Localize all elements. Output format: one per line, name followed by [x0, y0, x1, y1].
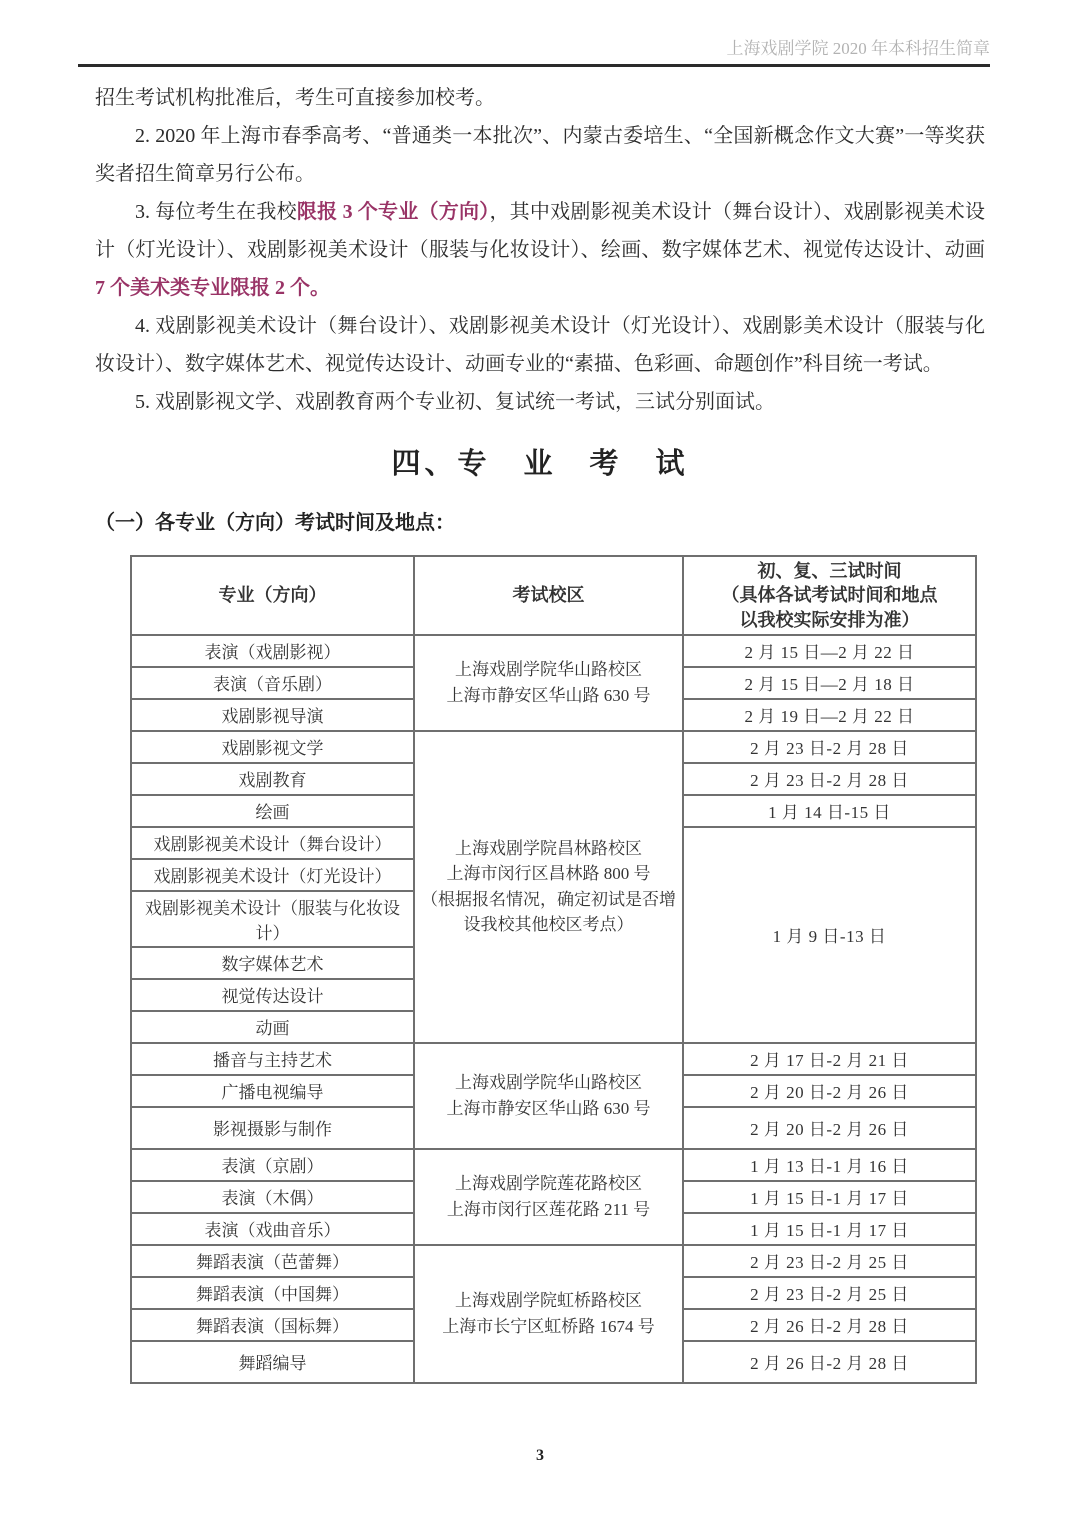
- campus-name: 上海戏剧学院莲花路校区: [455, 1174, 642, 1194]
- table-header-row: [131, 556, 976, 635]
- major-cell: 戏剧影视美术设计（灯光设计）: [131, 859, 414, 891]
- paragraph-1: 招生考试机构批准后，考生可直接参加校考。: [95, 87, 495, 109]
- table-row: [131, 1043, 976, 1075]
- major-cell: 舞蹈编导: [131, 1341, 414, 1383]
- col-header-major: 专业（方向）: [131, 556, 414, 635]
- campus-cell-hongqiao: [414, 1245, 683, 1383]
- campus-cell-huashan-2: [414, 1043, 683, 1149]
- major-cell: 戏剧影视美术设计（舞台设计）: [131, 827, 414, 859]
- major-cell: 舞蹈表演（国标舞）: [131, 1309, 414, 1341]
- col-header-time-line3: 以我校实际安排为准）: [739, 609, 920, 630]
- paragraph-3-highlight-limit3: 限报 3 个专业（方向）: [296, 201, 490, 223]
- time-cell: 2 月 23 日-2 月 28 日: [683, 731, 976, 763]
- paragraph-3-text: ，其中戏剧影视美术设计（舞台设计）、戏剧影视美术设计（灯光设计）、戏剧影视美术设计（服装与化妆设计）、绘画、数字媒体艺术、视觉传达设计、动画: [95, 201, 986, 261]
- paragraph-4: 4. 戏剧影视美术设计（舞台设计）、戏剧影视美术设计（灯光设计）、戏剧影美术设计（服装与化妆设计）、数字媒体艺术、视觉传达设计、动画专业的“素描、色彩画、命题创作”科目统一考试。: [95, 315, 985, 375]
- time-cell: 2 月 15 日—2 月 18 日: [683, 667, 976, 699]
- exam-table-wrapper: [130, 555, 1080, 1384]
- major-cell: 舞蹈表演（中国舞）: [131, 1277, 414, 1309]
- col-header-time-line1: 初、复、三试时间: [757, 561, 902, 581]
- table-row: [131, 731, 976, 763]
- major-cell: 表演（音乐剧）: [131, 667, 414, 699]
- table-row: [131, 1149, 976, 1181]
- page-header: [78, 34, 990, 67]
- campus-address: 上海市闵行区莲花路 211 号: [446, 1199, 651, 1219]
- major-cell: 舞蹈表演（芭蕾舞）: [131, 1245, 414, 1277]
- paragraph-2: 2. 2020 年上海市春季高考、“普通类一本批次”、内蒙古委培生、“全国新概念作文大赛”一等奖获奖者招生简章另行公布。: [95, 125, 985, 185]
- time-cell: 2 月 19 日—2 月 22 日: [683, 699, 976, 731]
- time-cell: 2 月 17 日-2 月 21 日: [683, 1043, 976, 1075]
- paragraph-5: 5. 戏剧影视文学、戏剧教育两个专业初、复试统一考试，三试分别面试。: [135, 391, 775, 413]
- table-row: [131, 635, 976, 667]
- time-cell: 1 月 15 日-1 月 17 日: [683, 1213, 976, 1245]
- major-cell: 戏剧教育: [131, 763, 414, 795]
- major-cell: 广播电视编导: [131, 1075, 414, 1107]
- major-cell: 视觉传达设计: [131, 979, 414, 1011]
- sub-heading: （一）各专业（方向）考试时间及地点：: [95, 512, 455, 534]
- major-cell: 戏剧影视美术设计（服装与化妆设计）: [131, 891, 414, 947]
- paragraph-3-text: 3. 每位考生在我校: [135, 201, 297, 223]
- col-header-time-line2: （具体各试考试时间和地点: [721, 585, 938, 606]
- time-cell-merged: 1 月 9 日-13 日: [683, 827, 976, 1043]
- time-cell: 1 月 14 日-15 日: [683, 795, 976, 827]
- campus-name: 上海戏剧学院昌林路校区: [455, 838, 642, 858]
- major-cell: 戏剧影视导演: [131, 699, 414, 731]
- header-title: 上海戏剧学院 2020 年本科招生简章: [726, 39, 990, 58]
- paragraph-3: [95, 193, 985, 307]
- time-cell: 2 月 15 日—2 月 22 日: [683, 635, 976, 667]
- major-cell: 表演（木偶）: [131, 1181, 414, 1213]
- time-cell: 2 月 26 日-2 月 28 日: [683, 1309, 976, 1341]
- campus-address: 上海市长宁区虹桥路 1674 号: [442, 1316, 655, 1336]
- section-title: 四、专 业 考 试: [391, 448, 689, 480]
- major-cell: 表演（戏剧影视）: [131, 635, 414, 667]
- time-cell: 2 月 26 日-2 月 28 日: [683, 1341, 976, 1383]
- campus-cell-lianhua: [414, 1149, 683, 1245]
- campus-name: 上海戏剧学院华山路校区: [455, 1073, 642, 1093]
- major-cell: 动画: [131, 1011, 414, 1043]
- major-cell: 表演（京剧）: [131, 1149, 414, 1181]
- time-cell: 2 月 23 日-2 月 25 日: [683, 1277, 976, 1309]
- major-cell: 影视摄影与制作: [131, 1107, 414, 1149]
- time-cell: 2 月 23 日-2 月 25 日: [683, 1245, 976, 1277]
- time-cell: 1 月 13 日-1 月 16 日: [683, 1149, 976, 1181]
- campus-name: 上海戏剧学院华山路校区: [455, 660, 642, 680]
- exam-schedule-table: [130, 555, 977, 1384]
- campus-address: 上海市闵行区昌林路 800 号: [446, 864, 651, 884]
- time-cell: 2 月 20 日-2 月 26 日: [683, 1075, 976, 1107]
- campus-address: 上海市静安区华山路 630 号: [446, 1098, 651, 1118]
- campus-address: 上海市静安区华山路 630 号: [446, 685, 651, 705]
- time-cell: 2 月 23 日-2 月 28 日: [683, 763, 976, 795]
- paragraph-3-highlight-limit2: 7 个美术类专业限报 2 个。: [95, 277, 330, 299]
- body-content: [95, 79, 985, 421]
- table-row: [131, 1245, 976, 1277]
- major-cell: 数字媒体艺术: [131, 947, 414, 979]
- time-cell: 2 月 20 日-2 月 26 日: [683, 1107, 976, 1149]
- page-number: 3: [536, 1447, 544, 1464]
- major-cell: 戏剧影视文学: [131, 731, 414, 763]
- major-cell: 播音与主持艺术: [131, 1043, 414, 1075]
- col-header-time: [683, 556, 976, 635]
- col-header-campus: 考试校区: [414, 556, 683, 635]
- campus-name: 上海戏剧学院虹桥路校区: [455, 1291, 642, 1311]
- campus-note: （根据报名情况，确定初试是否增设我校其他校区考点）: [421, 889, 676, 935]
- campus-cell-changlin: [414, 731, 683, 1043]
- campus-cell-huashan: [414, 635, 683, 731]
- time-cell: 1 月 15 日-1 月 17 日: [683, 1181, 976, 1213]
- major-cell: 绘画: [131, 795, 414, 827]
- major-cell: 表演（戏曲音乐）: [131, 1213, 414, 1245]
